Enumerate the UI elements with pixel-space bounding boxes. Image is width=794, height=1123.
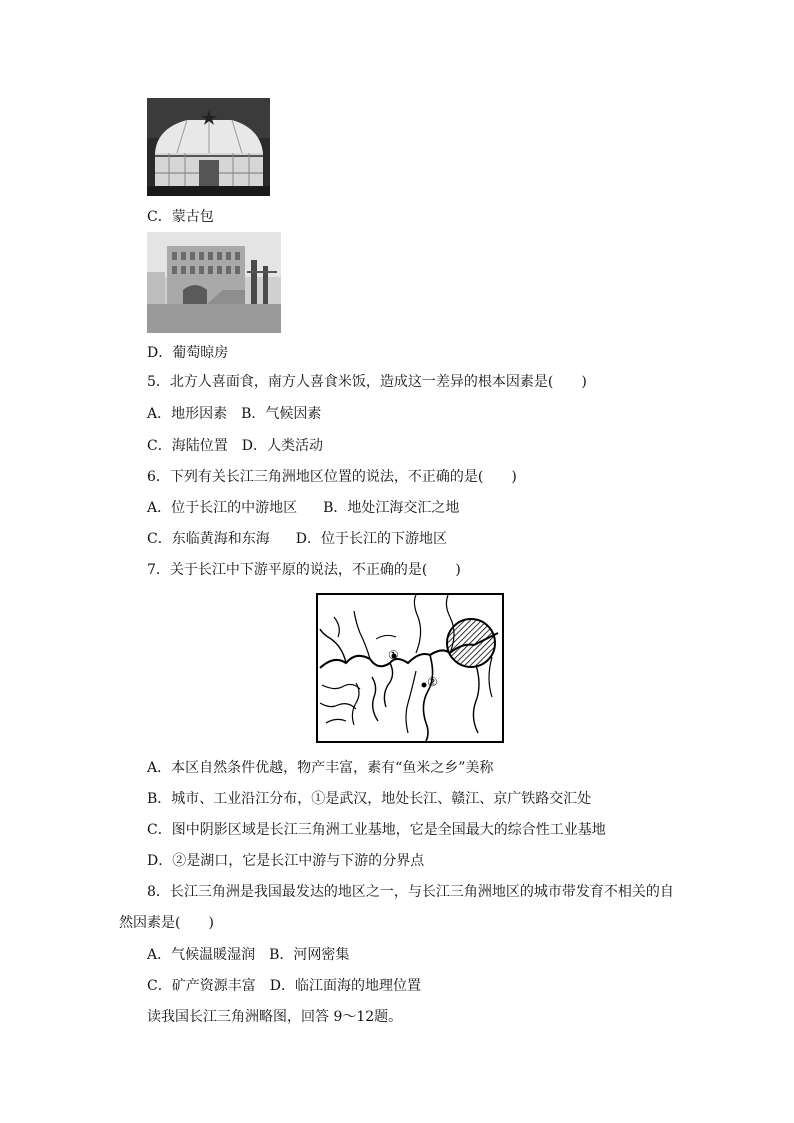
q8-option-b: B．河网密集	[269, 947, 350, 963]
question-8-stem-line2: 然因素是( )	[119, 915, 214, 931]
q7-option-c: C．图中阴影区域是长江三角洲工业基地，它是全国最大的综合性工业基地	[147, 822, 606, 838]
yangtze-map-figure	[316, 593, 504, 743]
q5-option-a: A．地形因素	[147, 406, 228, 422]
q8-option-c: C．矿产资源丰富	[147, 978, 256, 994]
shaded-delta-region	[447, 619, 495, 667]
yurt-photo	[147, 98, 270, 196]
yurt-caption: C．蒙古包	[147, 209, 214, 225]
grape-drying-house-caption: D．葡萄晾房	[147, 345, 229, 361]
q8-option-d: D．临江面海的地理位置	[269, 978, 421, 994]
map-label-2: ②	[427, 675, 438, 689]
q6-option-a: A．位于长江的中游地区	[147, 500, 298, 516]
question-6-options-ab	[147, 499, 459, 517]
question-5-stem: 5．北方人喜面食，南方人喜食米饭，造成这一差异的根本因素是( )	[147, 374, 587, 390]
q7-option-a: A．本区自然条件优越，物产丰富，素有“鱼米之乡”美称	[147, 760, 494, 776]
instruction-text: 读我国长江三角洲略图，回答 9～12题。	[147, 1009, 403, 1025]
q6-option-c: C．东临黄海和东海	[147, 531, 270, 547]
map-label-1: ①	[388, 648, 399, 662]
q5-option-c: C．海陆位置	[147, 438, 228, 454]
question-5-options-ab	[147, 405, 321, 423]
q8-option-a: A．气候温暖湿润	[147, 947, 256, 963]
question-7-stem: 7．关于长江中下游平原的说法，不正确的是( )	[147, 562, 461, 578]
question-6-options-cd	[147, 530, 447, 548]
question-6-stem: 6．下列有关长江三角洲地区位置的说法，不正确的是( )	[147, 469, 517, 485]
grape-drying-house-photo	[147, 232, 281, 333]
q6-option-d: D．位于长江的下游地区	[295, 531, 447, 547]
q5-option-d: D．人类活动	[241, 438, 323, 454]
question-8-options-ab	[147, 946, 349, 964]
q6-option-b: B．地处江海交汇之地	[323, 500, 460, 516]
q7-option-d: D．②是湖口，它是长江中游与下游的分界点	[147, 853, 425, 869]
q7-option-b: B．城市、工业沿江分布，①是武汉，地处长江、赣江、京广铁路交汇处	[147, 791, 592, 807]
question-8-stem-line1: 8．长江三角洲是我国最发达的地区之一，与长江三角洲地区的城市带发育不相关的自	[147, 884, 674, 900]
q5-option-b: B．气候因素	[241, 406, 322, 422]
question-5-options-cd	[147, 437, 323, 455]
yangtze-river-map	[316, 593, 504, 743]
question-8-options-cd	[147, 977, 421, 995]
